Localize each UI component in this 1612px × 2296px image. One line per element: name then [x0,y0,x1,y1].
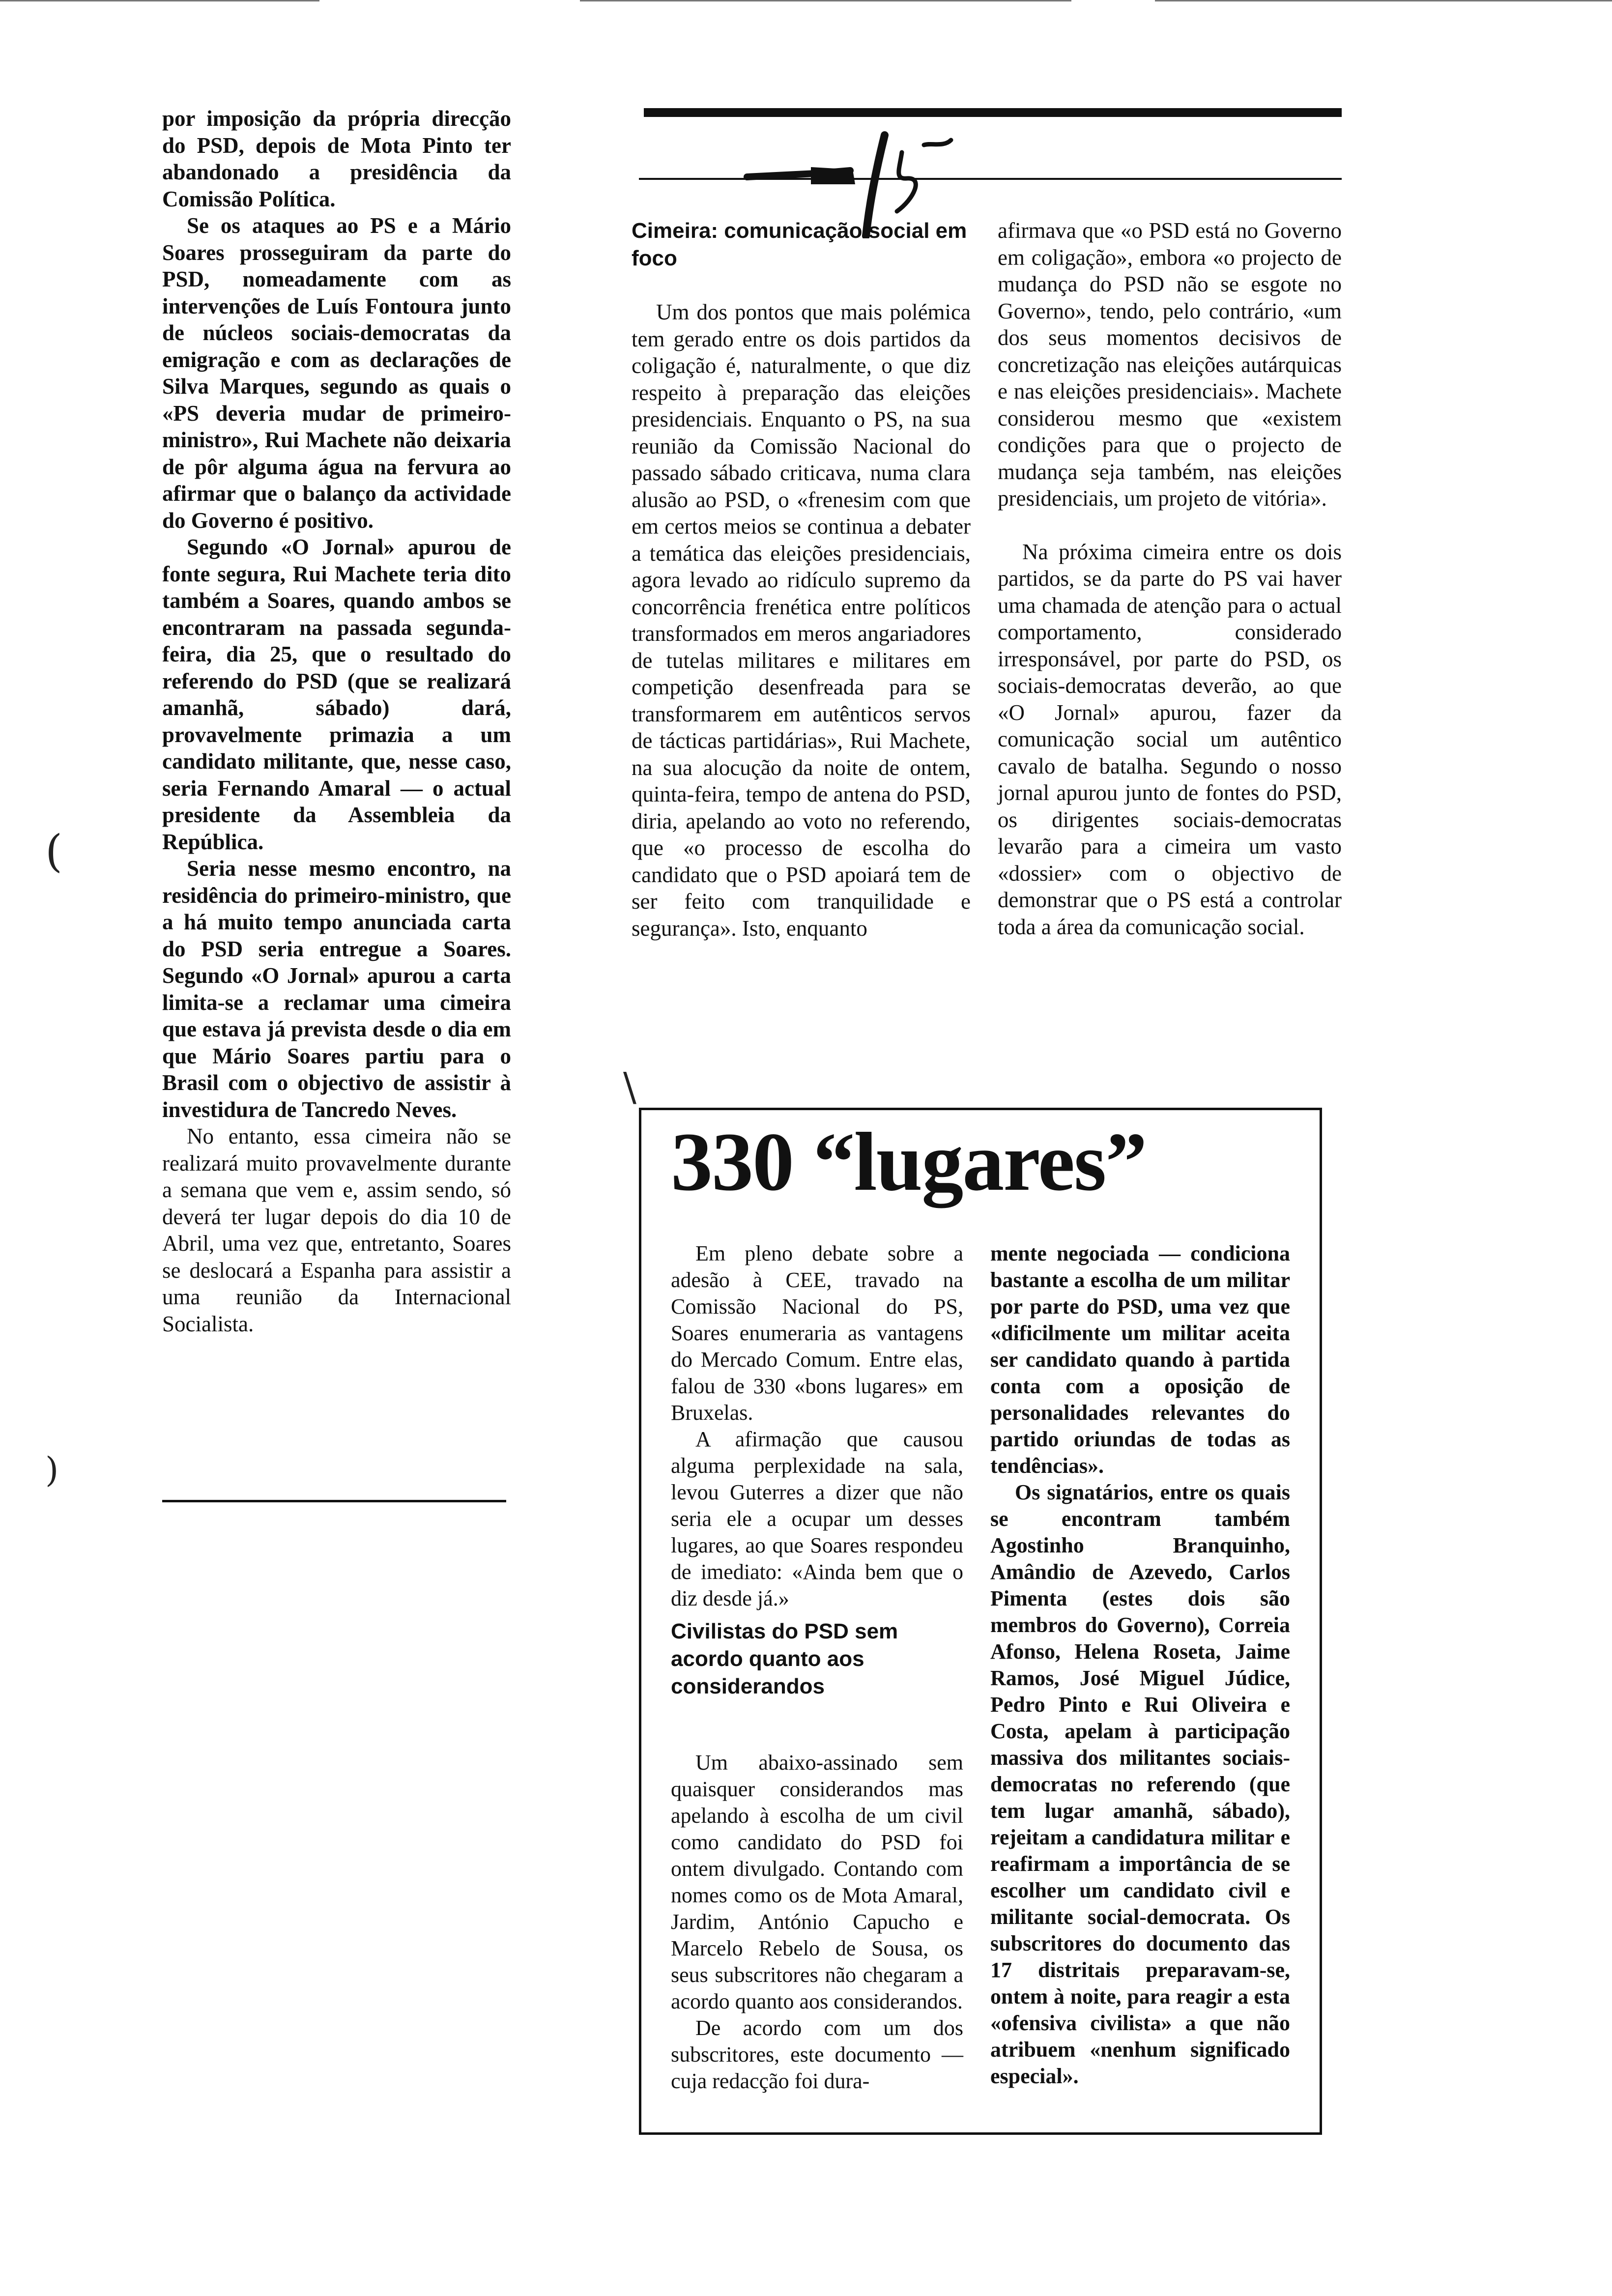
box-paragraph-4: De acordo com um dos subscritores, este documento — cuja redacção foi dura- [671,2016,963,2093]
scan-edge-line [1155,0,1612,1]
left-paragraph-3: Segundo «O Jornal» apurou de fonte segura, Rui Machete teria dito também a Soares, quando ambos se encontraram na passada segunda-feira, dia 25, que o resultado do referendo do PSD (que se realizará amanhã, sábado) dará, provavelmente primazia a um candidato militante, que, nesse caso, seria Fernando Amaral — o actual presidente da Assembleia da República. [162,535,511,854]
middle-paragraph: Um dos pontos que mais polémica tem gerado entre os dois partidos da coligação é, naturalmente, o que diz respeito à preparação das eleições presidenciais. Enquanto o PS, na sua reunião da Comissão Nacional do passado sábado criticava, numa clara alusão ao PSD, o «frenesim com que em certos meios se continua a debater a temática das eleições presidenciais, agora levado ao ridículo supremo da concorrência frenética entre políticos transformados em meros angariadores de tutelas militares e militares em competição desenfreada para se transformarem em autênticos servos de tácticas partidárias», Rui Machete, na sua alocução da noite de ontem, quinta-feira, tempo de antena do PSD, diria, apelando ao voto no referendo, que «o processo de escolha do candidato que o PSD apoiará tem de ser feito com tranquilidade e segurança». Isto, enquanto [632,300,971,941]
box-paragraph-6: Os signatários, entre os quais se encontram também Agostinho Branquinho, Amândio de Azevedo, Carlos Pimenta (estes dois são membros do Governo), Correia Afonso, Helena Roseta, Jaime Ramos, José Miguel Júdice, Pedro Pinto e Rui Oliveira e Costa, apelam à participação massiva dos militantes sociais-democratas no referendo (que tem lugar amanhã, sábado), rejeitam a candidatura militar e reafirmam a importância de se escolher um candidato civil e militante social-democrata. Os subscritores do documento das 17 distritais preparavam-se, ontem à noite, para reagir a esta «ofensiva civilista» a que não atribuem «nenhum significado especial». [990,1480,1290,2088]
right-paragraph-1: afirmava que «o PSD está no Governo em coligação», embora «o projecto de mudança do PSD não se esgote no Governo», tendo, pelo contrário, «um dos seus momentos decisivos de concretização nas eleições autárquicas e nas eleições presidenciais». Machete considerou mesmo que «existem condições para que o projecto de mudança seja também, nas eleições presidenciais, um projeto de vitória». [998,218,1342,511]
boxed-right-column [990,1240,1290,2090]
boxed-article [639,1108,1322,2135]
left-paragraph-2: Se os ataques ao PS e a Mário Soares prosseguiram da parte do PSD, nomeadamente com as intervenções de Luís Fontoura junto de núcleos sociais-democratas da emigração e com as declarações de Silva Marques, segundo as quais o «PS deveria mudar de primeiro-ministro», Rui Machete não deixaria de pôr alguma água na fervura ao afirmar que o balanço da actividade do Governo é positivo. [162,213,511,533]
box-paragraph-1: Em pleno debate sobre a adesão à CEE, travado na Comissão Nacional do PS, Soares enumeraria as vantagens do Mercado Comum. Entre elas, falou de 330 «bons lugares» em Bruxelas. [671,1241,963,1425]
boxed-left-column [671,1240,963,2095]
subheading-civilistas: Civilistas do PSD sem acordo quanto aos considerandos [671,1619,898,1698]
scan-edge-line [580,0,1071,1]
right-article-column [998,217,1342,940]
box-paragraph-2: A afirmação que causou alguma perplexidade na sala, levou Guterres a dizer que não seria ele a ocupar um desses lugares, ao que Soares respondeu de imediato: «Ainda bem que o diz desde já.» [671,1427,963,1610]
box-paragraph-5: mente negociada — condiciona bastante a escolha de um militar por parte do PSD, uma vez que «dificilmente um militar aceita ser candidato quando à partida conta com a oposição de personalidades relevantes do partido oriundas de todas as tendências». [990,1241,1290,1478]
left-paragraph-4: Seria nesse mesmo encontro, na residência do primeiro-ministro, que a há muito tempo anunciada carta do PSD seria entregue a Soares. Segundo «O Jornal» apurou a carta limita-se a reclamar uma cimeira que estava já prevista desde o dia em que Mário Soares partiu para o Brasil com o objectivo de assistir à investidura de Tancredo Neves. [162,856,511,1122]
margin-bracket-mark: ( [45,826,63,877]
boxed-article-title: 330 “lugares” [671,1116,1147,1208]
left-paragraph-1: por imposição da própria direcção do PSD, depois de Mota Pinto ter abandonado a presidência da Comissão Política. [162,106,511,211]
subheading-cimeira: Cimeira: comunicação social em foco [632,219,967,270]
middle-article-column [632,217,971,942]
margin-bracket-mark: ) [45,1450,59,1490]
left-paragraph-5: No entanto, essa cimeira não se realizará muito provavelmente durante a semana que vem e, assim sendo, só deverá ter lugar depois do dia 10 de Abril, uma vez que, entretanto, Soares se deslocará a Espanha para assistir a uma reunião da Internacional Socialista. [162,1124,511,1336]
margin-tick-mark: \ [623,1064,636,1110]
left-article-column [162,105,511,1337]
scan-edge-line [0,0,319,1]
box-paragraph-3: Um abaixo-assinado sem quaisquer considerandos mas apelando à escolha de um civil como candidato do PSD foi ontem divulgado. Contando com nomes como os de Mota Amaral, Jardim, António Capucho e Marcelo Rebelo de Sousa, os seus subscritores não chegaram a acordo quanto aos considerandos. [671,1751,963,2013]
column-end-rule [162,1500,506,1502]
right-paragraph-2: Na próxima cimeira entre os dois partidos, se da parte do PS vai haver uma chamada de atenção para o actual comportamento, considerado irresponsável, por parte do PSD, os sociais-democratas deverão, ao que «O Jornal» apurou, fazer da comunicação social um autêntico cavalo de batalha. Segundo o nosso jornal apurou junto de fontes do PSD, os dirigentes sociais-democratas levarão para a cimeira um vasto «dossier» com o objectivo de demonstrar que o PS está a controlar toda a área da comunicação social. [998,539,1342,939]
section-top-rule [644,108,1342,117]
